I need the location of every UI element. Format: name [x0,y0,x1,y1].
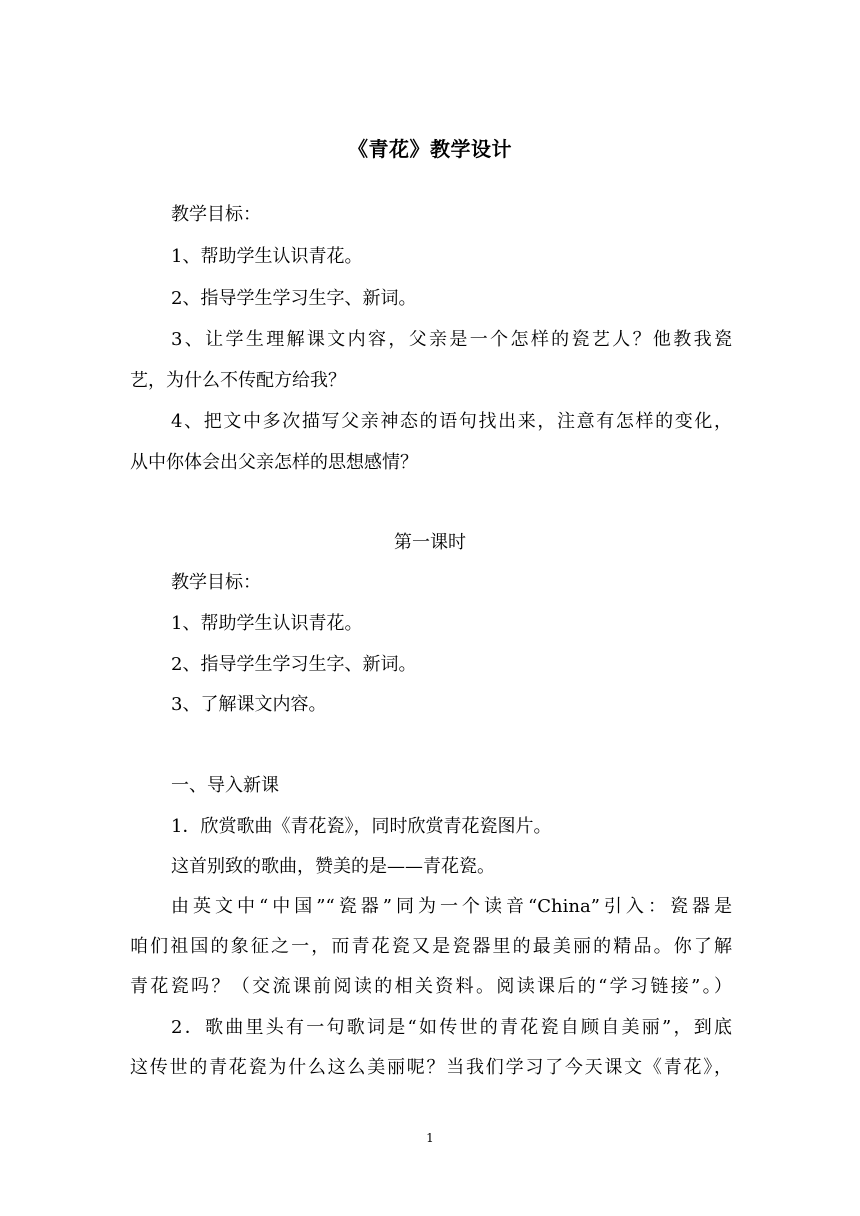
lesson-heading: 第一课时 [394,532,466,553]
part1-line: 由英文中“中国”“瓷器”同为一个读音“China”引入：瓷器是 [171,896,732,917]
section2-item: 2、指导学生学习生字、新词。 [171,654,417,675]
section1-heading: 教学目标： [171,204,261,225]
part1-line: 这首别致的歌曲，赞美的是——青花瓷。 [171,856,495,877]
part1-line: 咱们祖国的象征之一，而青花瓷又是瓷器里的最美丽的精品。你了解 [130,936,732,957]
page-number: 1 [426,1131,434,1145]
section1-item: 2、指导学生学习生字、新词。 [171,288,417,309]
part1-line: 1．欣赏歌曲《青花瓷》，同时欣赏青花瓷图片。 [171,816,552,837]
section1-item: 3、让学生理解课文内容，父亲是一个怎样的瓷艺人？他教我瓷 [171,329,732,350]
part1-line: 2．歌曲里头有一句歌词是“如传世的青花瓷自顾自美丽”，到底 [171,1017,732,1038]
section1-item-continued: 艺，为什么不传配方给我？ [130,370,346,391]
section1-item: 1、帮助学生认识青花。 [171,246,363,267]
section2-item: 3、了解课文内容。 [171,694,327,715]
section2-item: 1、帮助学生认识青花。 [171,613,363,634]
part1-line: 青花瓷吗？（交流课前阅读的相关资料。阅读课后的“学习链接”。） [130,976,732,997]
section1-item-continued: 从中你体会出父亲怎样的思想感情？ [130,452,418,473]
part1-line: 这传世的青花瓷为什么这么美丽呢？当我们学习了今天课文《青花》， [130,1057,732,1078]
section1-item: 4、把文中多次描写父亲神态的语句找出来，注意有怎样的变化， [171,411,732,432]
section2-heading: 教学目标： [171,572,261,593]
part1-heading: 一、导入新课 [171,775,279,796]
document-title: 《青花》教学设计 [348,137,512,161]
